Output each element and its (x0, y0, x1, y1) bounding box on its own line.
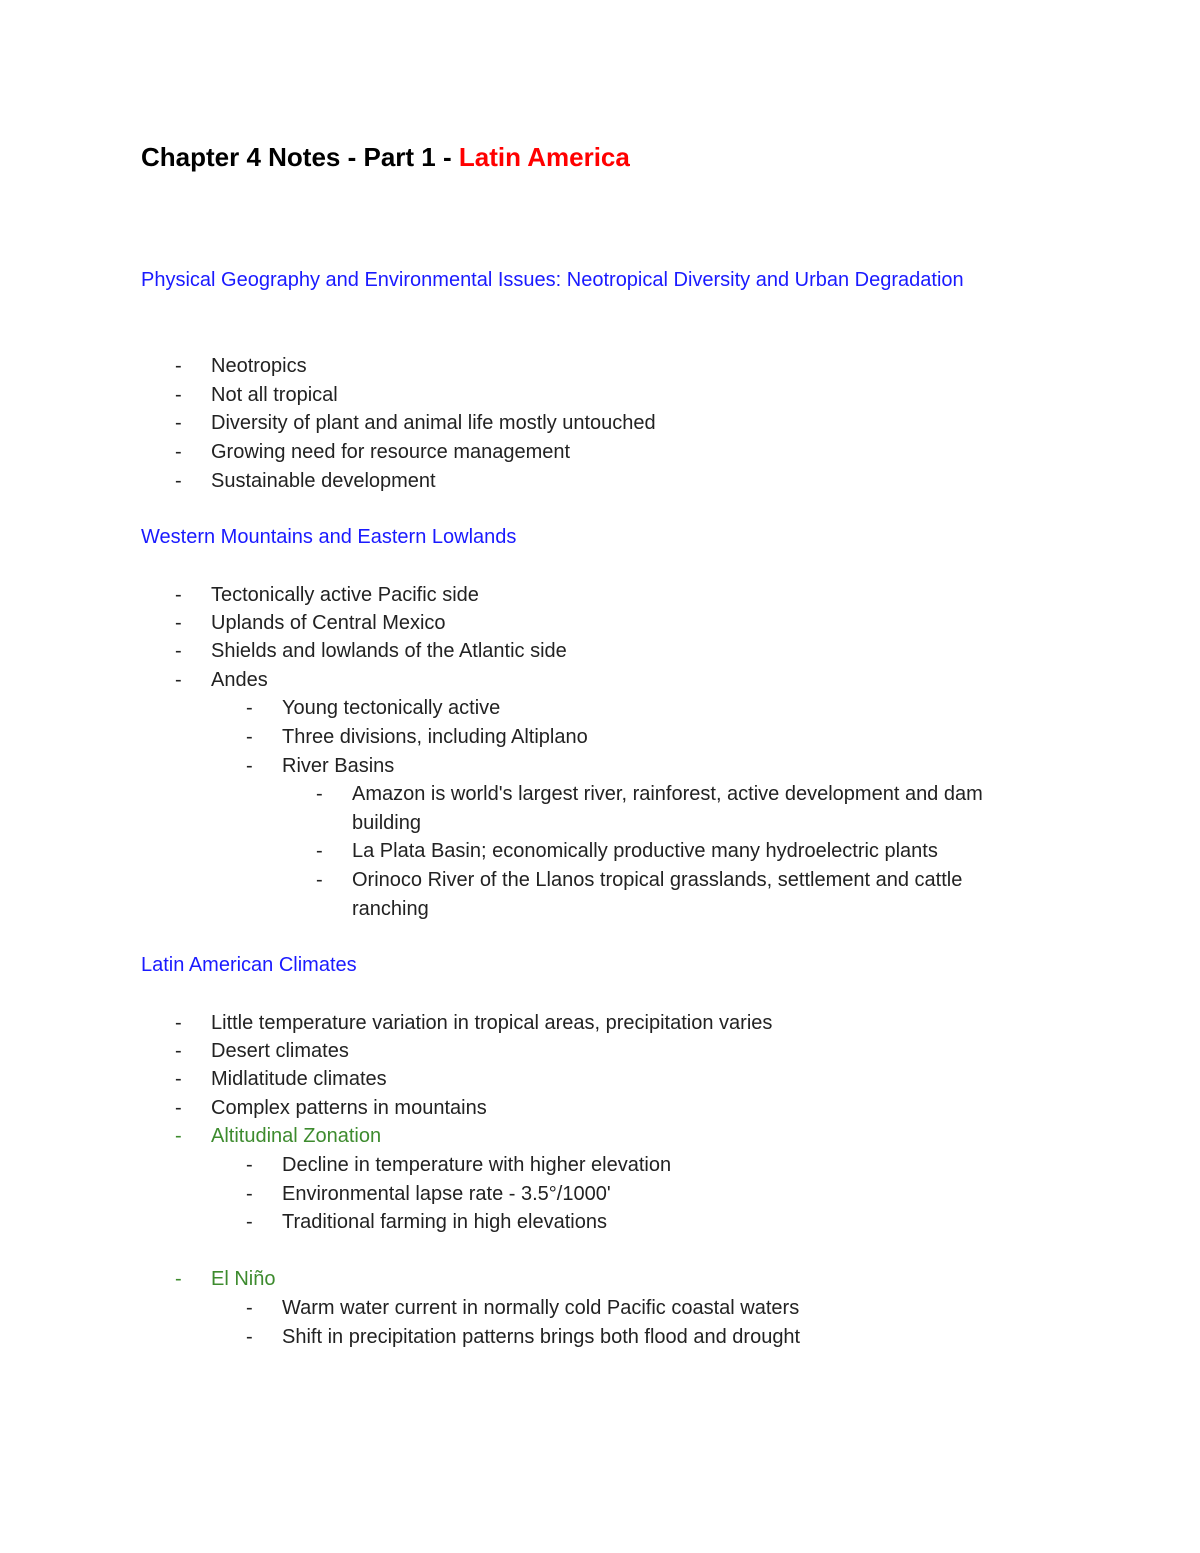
section-heading-physical: Physical Geography and Environmental Issues: Neotropical Diversity and Urban Degradation (141, 269, 964, 291)
title-prefix: Chapter 4 Notes - Part 1 - (141, 142, 459, 172)
section-heading-mountains: Western Mountains and Eastern Lowlands (141, 526, 517, 548)
title-accent: Latin America (458, 142, 630, 172)
section-heading-climates: Latin American Climates (141, 954, 357, 976)
document-page: Chapter 4 Notes - Part 1 - Latin America Physical Geography and Environmental Issues: Neotropical Diversity and Urban Degradation - Neotropics - Not all tropical - Diversity of plant and animal life mostly untouched - Growing need for resource management - Sustainable development Western Mountains and Eastern Lowlands - Tectonically active Pacific side - Uplands of Central Mexico - Shields and lowlands of the Atlantic side - Andes - Young tectonically active - Three divisions, including Altiplano - River Basins - Amazon is world's largest river, rainforest, active development and dam building - La Plata Basin; economically productive many hydroelectric plants - Orinoco River of the Llanos tropical grasslands, settlement and cattle ranching Latin American Climates - Little temperature variation in tropical areas, precipitation varies - Desert climates - Midlatitude climates - Complex patterns in mountains - Altitudinal Zonation - Decline in temperature with higher elevation - Environmental lapse rate - 3.5°/1000' - Traditional farming in high elevations - El Niño - Warm water current in normally cold Pacific coastal waters - Shift in precipitation patterns brings both flood and drought (141, 142, 983, 1348)
page-title (141, 140, 630, 174)
